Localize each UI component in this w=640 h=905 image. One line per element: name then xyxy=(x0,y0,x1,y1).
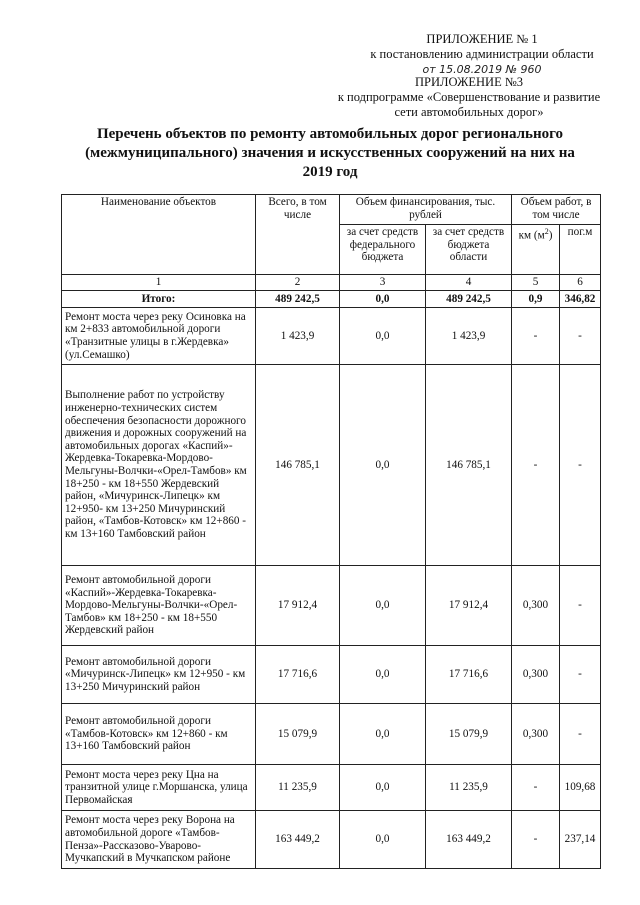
row-name: Ремонт автомобильной дороги «Мичуринск-Липецк» км 12+950 - км 13+250 Мичуринский район xyxy=(62,646,256,704)
totals-regional: 489 242,5 xyxy=(426,291,512,308)
table-row xyxy=(62,646,601,704)
row-federal: 0,0 xyxy=(340,308,426,365)
totals-pm: 346,82 xyxy=(560,291,601,308)
appendix-3-header xyxy=(324,75,614,120)
row-pm: 237,14 xyxy=(560,811,601,869)
row-federal: 0,0 xyxy=(340,704,426,765)
row-total: 17 716,6 xyxy=(256,646,340,704)
header-funding: Объем финансирования, тыс. рублей xyxy=(340,195,512,225)
row-pm: - xyxy=(560,646,601,704)
row-regional: 15 079,9 xyxy=(426,704,512,765)
row-km: - xyxy=(512,811,560,869)
row-total: 1 423,9 xyxy=(256,308,340,365)
totals-label: Итого: xyxy=(62,291,256,308)
title-line-2: (межмуниципального) значения и искусственных сооружений на них на xyxy=(85,145,575,161)
header-total: Всего, в том числе xyxy=(256,195,340,275)
table-row xyxy=(62,566,601,646)
header-federal: за счет средств федерального бюджета xyxy=(340,225,426,275)
row-name: Ремонт моста через реку Цна на транзитной улице г.Моршанска, улица Первомайская xyxy=(62,765,256,811)
row-regional: 1 423,9 xyxy=(426,308,512,365)
col-number: 1 xyxy=(62,275,256,291)
col-number: 3 xyxy=(340,275,426,291)
row-km: 0,300 xyxy=(512,704,560,765)
decree-date-handwritten: от 15.08.2019 № 960 xyxy=(422,63,542,76)
row-regional: 17 716,6 xyxy=(426,646,512,704)
row-km: 0,300 xyxy=(512,566,560,646)
table-row xyxy=(62,308,601,365)
row-federal: 0,0 xyxy=(340,765,426,811)
row-pm: - xyxy=(560,704,601,765)
objects-table xyxy=(61,194,601,869)
header-row-1 xyxy=(62,195,601,225)
program-line-1: к подпрограмме «Совершенствование и развитие xyxy=(337,90,601,104)
appendix-1-label: ПРИЛОЖЕНИЕ № 1 xyxy=(426,32,538,46)
table-row xyxy=(62,811,601,869)
row-name: Ремонт моста через реку Ворона на автомобильной дороге «Тамбов-Пенза»-Рассказово-Уварово-Мучкапский в Мучкапском районе xyxy=(62,811,256,869)
row-regional: 17 912,4 xyxy=(426,566,512,646)
header-regional: за счет средств бюджета области xyxy=(426,225,512,275)
row-federal: 0,0 xyxy=(340,646,426,704)
row-km: - xyxy=(512,765,560,811)
col-number: 2 xyxy=(256,275,340,291)
row-federal: 0,0 xyxy=(340,365,426,566)
table-row xyxy=(62,365,601,566)
row-name: Ремонт моста через реку Осиновка на км 2+833 автомобильной дороги «Транзитные улицы в г.Жердевка» (ул.Семашко) xyxy=(62,308,256,365)
col-number: 6 xyxy=(560,275,601,291)
table-row xyxy=(62,704,601,765)
document-title xyxy=(60,125,600,182)
row-pm: 109,68 xyxy=(560,765,601,811)
header-volume: Объем работ, в том числе xyxy=(512,195,601,225)
totals-row xyxy=(62,291,601,308)
row-total: 15 079,9 xyxy=(256,704,340,765)
row-regional: 163 449,2 xyxy=(426,811,512,869)
title-line-3: 2019 год xyxy=(302,164,358,180)
row-name: Ремонт автомобильной дороги «Каспий»-Жердевка-Токаревка-Мордово-Мельгуны-Волчки-«Орел-Тамбов» км 18+250 - км 18+550 Жердевский район xyxy=(62,566,256,646)
appendix-header xyxy=(362,32,602,77)
col-number: 4 xyxy=(426,275,512,291)
row-name: Ремонт автомобильной дороги «Тамбов-Котовск» км 12+860 - км 13+160 Тамбовский район xyxy=(62,704,256,765)
row-total: 163 449,2 xyxy=(256,811,340,869)
row-federal: 0,0 xyxy=(340,811,426,869)
row-regional: 11 235,9 xyxy=(426,765,512,811)
row-federal: 0,0 xyxy=(340,566,426,646)
row-km: - xyxy=(512,308,560,365)
program-line-2: сети автомобильных дорог» xyxy=(394,105,544,119)
column-number-row xyxy=(62,275,601,291)
decree-line: к постановлению администрации области xyxy=(370,47,594,61)
row-pm: - xyxy=(560,566,601,646)
table-row xyxy=(62,765,601,811)
totals-km: 0,9 xyxy=(512,291,560,308)
row-regional: 146 785,1 xyxy=(426,365,512,566)
row-total: 17 912,4 xyxy=(256,566,340,646)
row-pm: - xyxy=(560,365,601,566)
row-pm: - xyxy=(560,308,601,365)
appendix-3-label: ПРИЛОЖЕНИЕ №3 xyxy=(414,75,524,89)
row-km: 0,300 xyxy=(512,646,560,704)
title-line-1: Перечень объектов по ремонту автомобильных дорог регионального xyxy=(96,126,564,142)
row-name: Выполнение работ по устройству инженерно-технических систем обеспечения безопасности дорожного движения и дорожных сооружений на автомобильных дорогах «Каспий»-Жердевка-Токаревка-Мордово-Мельгуны-Волчки-«Орел-Тамбов» км 18+250 - км 18+550 Жердевский район, «Мичуринск-Липецк» км 12+950- км 13+250 Мичуринский район, «Тамбов-Котовск» км 12+860 - км 13+160 Тамбовский район xyxy=(62,365,256,566)
totals-total: 489 242,5 xyxy=(256,291,340,308)
header-name: Наименование объектов xyxy=(62,195,256,275)
header-km: км $(м^2)$ xyxy=(512,225,560,275)
col-number: 5 xyxy=(512,275,560,291)
header-pm: пог.м xyxy=(560,225,601,275)
row-total: 146 785,1 xyxy=(256,365,340,566)
totals-federal: 0,0 xyxy=(340,291,426,308)
row-total: 11 235,9 xyxy=(256,765,340,811)
row-km: - xyxy=(512,365,560,566)
